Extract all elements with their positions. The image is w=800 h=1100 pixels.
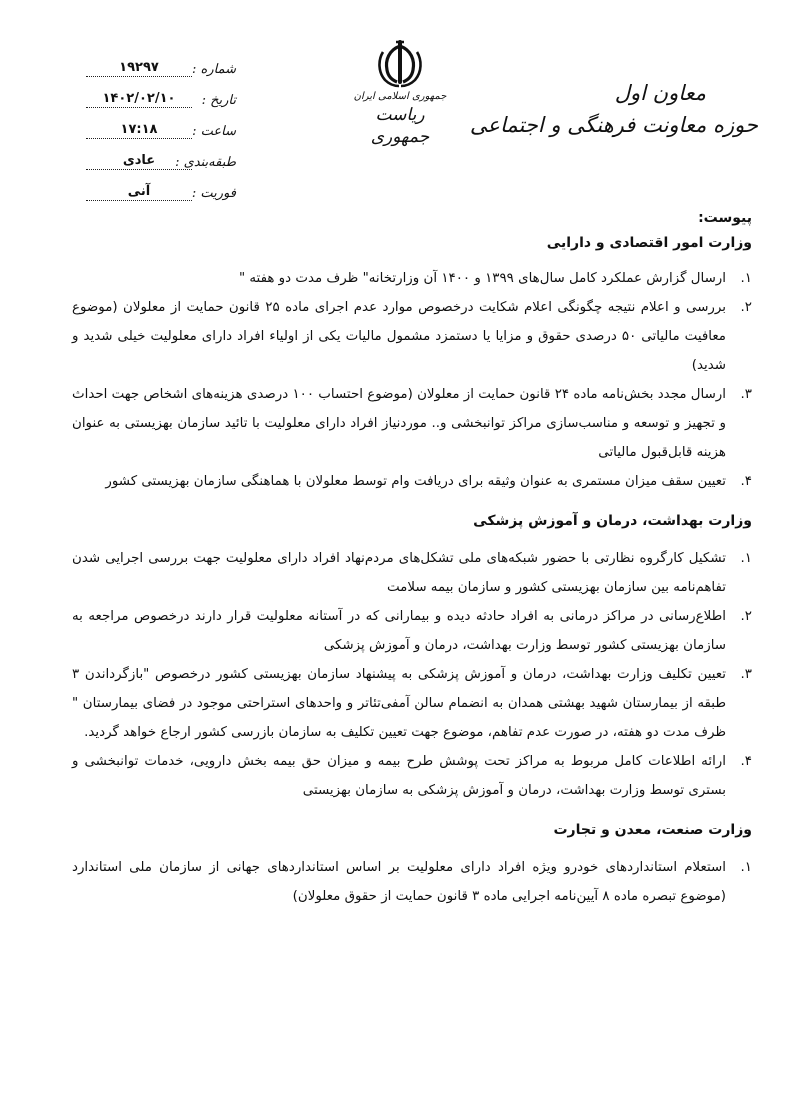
section-ministry-health — [72, 510, 752, 805]
item-number: ۳. — [740, 387, 752, 402]
item-text: تعیین سقف میزان مستمری به عنوان وثیقه برای دریافت وام توسط معلولان با هماهنگی سازمان بهزیستی کشور — [105, 474, 726, 489]
emblem-presidency-caption: ریاست جمهوری — [370, 105, 430, 147]
item-text: اطلاع‌رسانی در مراکز درمانی به افراد حادثه دیده و بیمارانی که در آستانه معلولیت قرار دارند درخصوص مراجعه به سازمان بهزیستی کشور توسط وزارت بهداشت، درمان و آموزش پزشکی — [72, 609, 726, 653]
section-title: وزارت امور اقتصادی و دارایی — [546, 235, 752, 251]
emblem-country-caption: جمهوری اسلامی ایران — [353, 91, 447, 102]
item-number: ۳. — [740, 667, 752, 682]
letter-classification-label: طبقه‌بندی : — [175, 155, 236, 170]
item-number: ۲. — [740, 300, 752, 315]
office-title-block — [470, 78, 758, 142]
item-text: استعلام استانداردهای خودرو ویژه افراد دارای معلولیت بر اساس استانداردهای جهانی از سازمان ملی استاندارد (موضوع تبصره ماده ۸ آیین‌نامه اجرایی ماده ۳ قانون حمایت از حقوق معلولان) — [72, 860, 726, 904]
section-ministry-industry — [72, 819, 752, 911]
item-number: ۴. — [740, 474, 752, 489]
list-item — [72, 264, 752, 293]
letter-classification-value: عادی — [86, 153, 192, 170]
section-item-list — [72, 853, 752, 911]
letter-date-row — [86, 85, 236, 108]
attachment-label: پیوست: — [698, 210, 752, 226]
item-text: بررسی و اعلام نتیجه چگونگی اعلام شکایت درخصوص موارد عدم اجرای ماده ۲۵ قانون حمایت از معلولان (موضوع معافیت مالیاتی ۵۰ درصدی حقوق و مزایا یا دستمزد مشمول مالیات یکی از اولیاء افراد دارای معلولیت خیلی شدید و شدید) — [72, 300, 727, 373]
office-title-line1: معاون اول — [614, 81, 706, 105]
list-item — [72, 747, 752, 805]
section-item-list — [72, 264, 752, 496]
list-item — [72, 602, 752, 660]
letter-body — [72, 208, 752, 911]
list-item — [72, 380, 752, 467]
item-number: ۲. — [740, 609, 752, 624]
letter-time-label: ساعت : — [192, 124, 236, 139]
section-title: وزارت صنعت، معدن و تجارت — [553, 822, 752, 838]
letter-metadata — [86, 54, 236, 209]
item-text: ارائه اطلاعات کامل مربوط به مراکز تحت پوشش طرح بیمه و میزان حق بیمه بخش دارویی، خدمات توانبخشی و بستری توسط وزارت بهداشت، درمان و آموزش پزشکی به سازمان بهزیستی — [72, 754, 726, 798]
letter-date-label: تاریخ : — [201, 93, 236, 108]
letter-number-label: شماره : — [192, 62, 236, 77]
letter-urgency-label: فوریت : — [191, 186, 236, 201]
section-ministry-economy — [72, 232, 752, 496]
item-text: تعیین تکلیف وزارت بهداشت، درمان و آموزش پزشکی به پیشنهاد سازمان بهزیستی کشور درخصوص "بازگرداندن ۳ طبقه از بیمارستان شهید بهشتی همدان به انضمام سالن آمفی‌تئاتر و واحدهای استراحتی موجود در فضای بیمارستان " ظرف مدت دو هفته، در صورت عدم تفاهم، موضوع جهت تعیین تکلیف به سازمان بازرسی کشور ارجاع خواهد گردید. — [72, 667, 726, 740]
list-item — [72, 660, 752, 747]
letter-classification-row — [86, 147, 236, 170]
list-item — [72, 853, 752, 911]
letter-urgency-row — [86, 178, 236, 201]
item-text: تشکیل کارگروه نظارتی با حضور شبکه‌های ملی تشکل‌های مردم‌نهاد افراد دارای معلولیت جهت بررسی اجرایی شدن تفاهم‌نامه بین سازمان بهزیستی کشور و سازمان بیمه سلامت — [72, 551, 726, 595]
letter-number-value: ۱۹۲۹۷ — [86, 60, 192, 77]
list-item — [72, 293, 752, 380]
office-title-line2: حوزه معاونت فرهنگی و اجتماعی — [469, 113, 758, 137]
item-number: ۱. — [740, 551, 752, 566]
item-text: ارسال گزارش عملکرد کامل سال‌های ۱۳۹۹ و ۱۴۰۰ آن وزارتخانه" ظرف مدت دو هفته " — [238, 271, 726, 286]
item-text: ارسال مجدد بخش‌نامه ماده ۲۴ قانون حمایت از معلولان (موضوع احتساب ۱۰۰ درصدی هزینه‌های اشخاص جهت احداث و تجهیز و توسعه و مناسب‌سازی مراکز توانبخشی و.. موردنیاز افراد دارای معلولیت با تائید سازمان بهزیستی به عنوان هزینه قابل‌قبول مالیاتی — [72, 387, 726, 460]
section-title: وزارت بهداشت، درمان و آموزش پزشکی — [473, 513, 752, 529]
letterhead-emblem-block — [345, 38, 455, 148]
national-emblem-icon — [375, 38, 425, 90]
list-item — [72, 467, 752, 496]
letter-time-value: ۱۷:۱۸ — [86, 122, 192, 139]
letter-date-value: ۱۴۰۲/۰۲/۱۰ — [86, 91, 192, 108]
item-number: ۱. — [740, 860, 752, 875]
item-number: ۴. — [740, 754, 752, 769]
letter-number-row — [86, 54, 236, 77]
letter-time-row — [86, 116, 236, 139]
letter-urgency-value: آنی — [86, 184, 192, 201]
section-item-list — [72, 544, 752, 805]
list-item — [72, 544, 752, 602]
item-number: ۱. — [740, 271, 752, 286]
